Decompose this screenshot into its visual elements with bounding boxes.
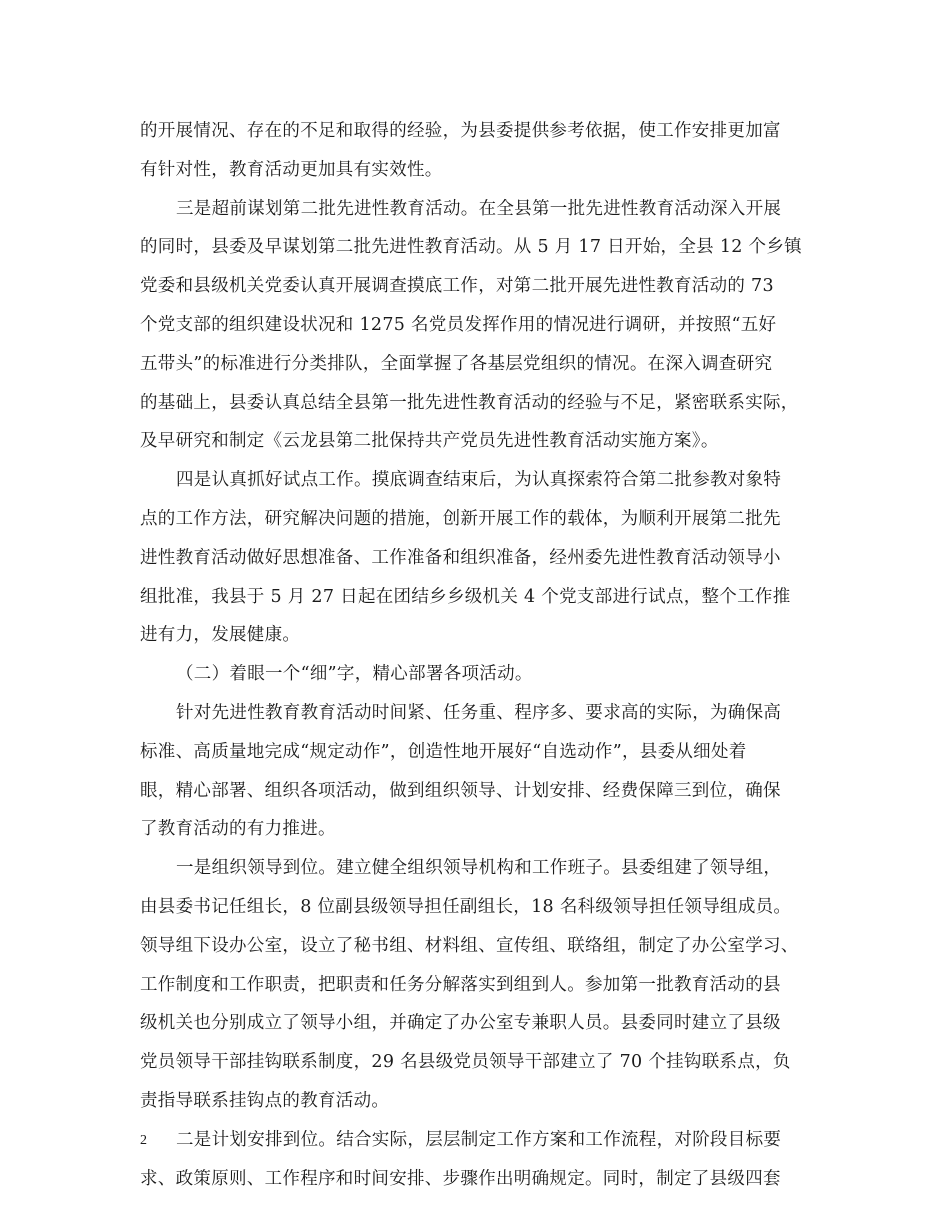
- text-line: 的同时，县委及早谋划第二批先进性教育活动。从 5 月 17 日开始，全县 12 个乡镇: [140, 237, 802, 258]
- text-line: 五带头”的标准进行分类排队，全面掌握了各基层党组织的情况。在深入调查研究: [140, 353, 773, 374]
- text-line: 个党支部的组织建设状况和 1275 名党员发挥作用的情况进行调研，并按照“五好: [140, 314, 777, 335]
- paragraph-first-line: 四是认真抓好试点工作。摸底调查结束后，为认真探索符合第二批参教对象特: [176, 470, 782, 491]
- text-line: 领导组下设办公室，设立了秘书组、材料组、宣传组、联络组，制定了办公室学习、: [140, 935, 799, 956]
- text-line: 由县委书记任组长，8 位副县级领导担任副组长，18 名科级领导担任领导组成员。: [140, 896, 792, 917]
- paragraph-first-line: 一是组织领导到位。建立健全组织领导机构和工作班子。县委组建了领导组，: [176, 858, 782, 879]
- text-line: 的基础上，县委认真总结全县第一批先进性教育活动的经验与不足，紧密联系实际，: [140, 392, 799, 413]
- text-line: 责指导联系挂钩点的教育活动。: [140, 1090, 390, 1111]
- text-line: 工作制度和工作职责，把职责和任务分解落实到组到人。参加第一批教育活动的县: [140, 974, 781, 995]
- text-line: 求、政策原则、工作程序和时间安排、步骤作出明确规定。同时，制定了县级四套: [140, 1168, 781, 1189]
- paragraph-first-line: 针对先进性教育教育活动时间紧、任务重、程序多、要求高的实际，为确保高: [176, 702, 782, 723]
- paragraph-first-line: 二是计划安排到位。结合实际，层层制定工作方案和工作流程，对阶段目标要: [176, 1129, 782, 1150]
- text-line: 组批准，我县于 5 月 27 日起在团结乡乡级机关 4 个党支部进行试点，整个工作推: [140, 586, 791, 607]
- text-line: 标准、高质量地完成“规定动作”，创造性地开展好“自选动作”，县委从细处着: [140, 741, 747, 762]
- text-line: 了教育活动的有力推进。: [140, 819, 336, 840]
- document-body: [140, 112, 820, 1198]
- text-line: 点的工作方法，研究解决问题的措施，创新开展工作的载体，为顺利开展第二批先: [140, 508, 781, 529]
- paragraph-first-line: 三是超前谋划第二批先进性教育活动。在全县第一批先进性教育活动深入开展: [176, 198, 782, 219]
- text-line: 及早研究和制定《云龙县第二批保持共产党员先进性教育活动实施方案》。: [140, 431, 719, 452]
- text-line: 级机关也分别成立了领导小组，并确定了办公室专兼职人员。县委同时建立了县级: [140, 1013, 781, 1034]
- paragraph-first-line: （二）着眼一个“细”字，精心部署各项活动。: [176, 664, 533, 685]
- page-number: 2: [140, 1133, 147, 1148]
- text-line: 有针对性，教育活动更加具有实效性。: [140, 159, 443, 180]
- text-line: 眼，精心部署、组织各项活动，做到组织领导、计划安排、经费保障三到位，确保: [140, 780, 781, 801]
- text-line: 的开展情况、存在的不足和取得的经验，为县委提供参考依据，使工作安排更加富: [140, 121, 781, 141]
- text-line: 进性教育活动做好思想准备、工作准备和组织准备，经州委先进性教育活动领导小: [140, 547, 781, 568]
- text-line: 党员领导干部挂钩联系制度，29 名县级党员领导干部建立了 70 个挂钩联系点，负: [140, 1052, 791, 1073]
- text-line: 进有力，发展健康。: [140, 625, 301, 646]
- text-line: 党委和县级机关党委认真开展调查摸底工作，对第二批开展先进性教育活动的 73: [140, 276, 774, 297]
